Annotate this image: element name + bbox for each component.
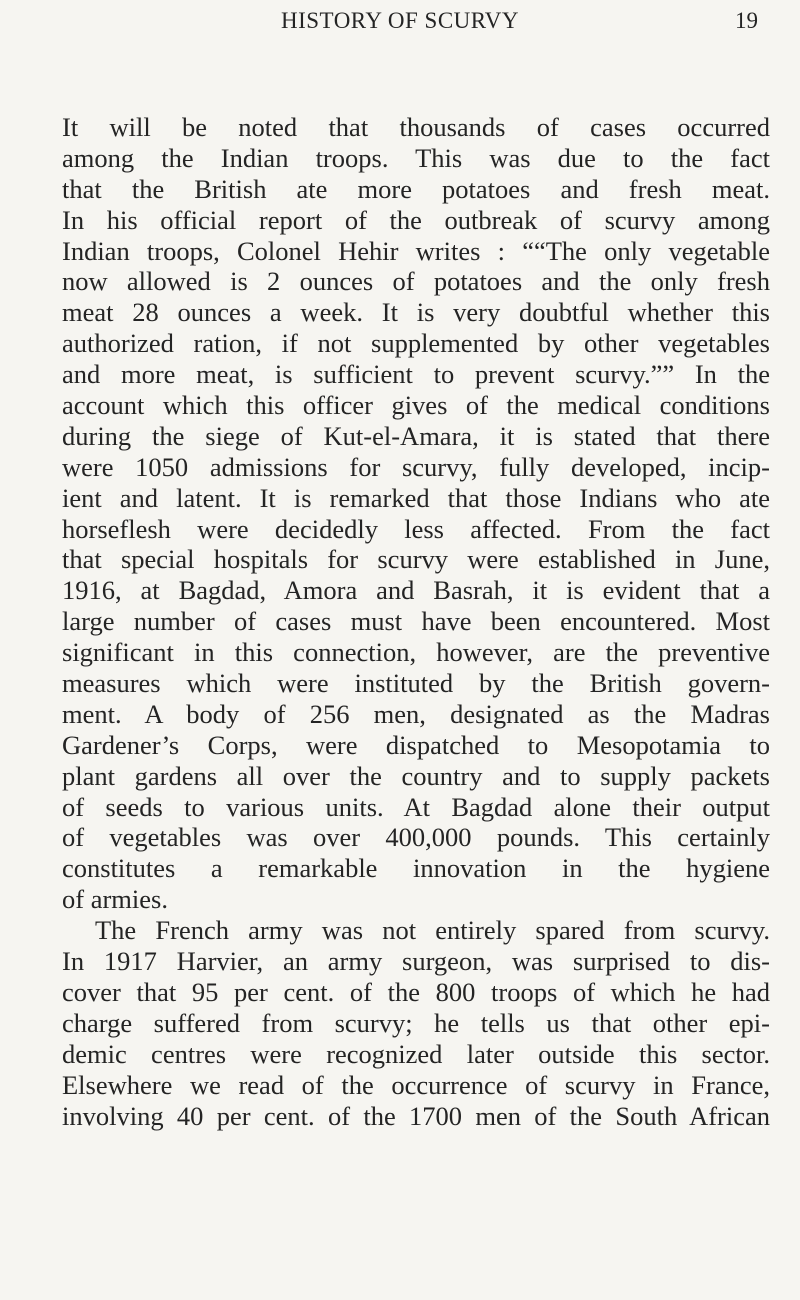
text-line: In his official report of the outbreak of scurvy among xyxy=(62,204,770,235)
text-line: and more meat, is sufficient to prevent scurvy.”” In the xyxy=(62,359,770,390)
text-line: of vegetables was over 400,000 pounds. This certainly xyxy=(62,822,770,853)
text-line: charge suffered from scurvy; he tells us that other epi- xyxy=(62,1007,770,1038)
text-line: demic centres were recognized later outside this sector. xyxy=(62,1038,770,1069)
page-number: 19 xyxy=(735,8,758,33)
text-line: constitutes a remarkable innovation in the hygiene xyxy=(62,853,770,884)
text-line: were 1050 admissions for scurvy, fully developed, incip- xyxy=(62,451,770,482)
text-line: that special hospitals for scurvy were established in June, xyxy=(62,544,770,575)
running-title: HISTORY OF SCURVY xyxy=(281,8,519,33)
text-line: plant gardens all over the country and to supply packets xyxy=(62,760,770,791)
text-line: measures which were instituted by the British govern- xyxy=(62,668,770,699)
text-line: 1916, at Bagdad, Amora and Basrah, it is evident that a xyxy=(62,575,770,606)
text-line: ment. A body of 256 men, designated as the Madras xyxy=(62,698,770,729)
running-header xyxy=(0,8,800,38)
text-line: involving 40 per cent. of the 1700 men of the South African xyxy=(62,1100,770,1131)
text-line: ient and latent. It is remarked that those Indians who ate xyxy=(62,482,770,513)
text-line: Indian troops, Colonel Hehir writes : ““The only vegetable xyxy=(62,235,770,266)
text-line: large number of cases must have been encountered. Most xyxy=(62,606,770,637)
text-line: The French army was not entirely spared from scurvy. xyxy=(95,915,770,946)
text-line: of seeds to various units. At Bagdad alone their output xyxy=(62,791,770,822)
text-line: that the British ate more potatoes and fresh meat. xyxy=(62,173,770,204)
text-line: significant in this connection, however, are the preventive xyxy=(62,637,770,668)
text-line: It will be noted that thousands of cases occurred xyxy=(62,112,770,142)
body-text xyxy=(62,112,770,1131)
text-line: authorized ration, if not supplemented by other vegetables xyxy=(62,328,770,359)
text-line: Gardener’s Corps, were dispatched to Mesopotamia to xyxy=(62,729,770,760)
text-line: meat 28 ounces a week. It is very doubtful whether this xyxy=(62,297,770,328)
text-line: of armies. xyxy=(62,884,168,915)
text-line: now allowed is 2 ounces of potatoes and the only fresh xyxy=(62,266,770,297)
text-line: cover that 95 per cent. of the 800 troops of which he had xyxy=(62,976,770,1007)
text-line: during the siege of Kut-el-Amara, it is stated that there xyxy=(62,420,770,451)
text-line: In 1917 Harvier, an army surgeon, was surprised to dis- xyxy=(62,946,770,977)
text-line: account which this officer gives of the medical conditions xyxy=(62,390,770,421)
text-line: Elsewhere we read of the occurrence of scurvy in France, xyxy=(62,1069,770,1100)
text-line: horseflesh were decidedly less affected. From the fact xyxy=(62,513,770,544)
text-line: among the Indian troops. This was due to the fact xyxy=(62,142,770,173)
